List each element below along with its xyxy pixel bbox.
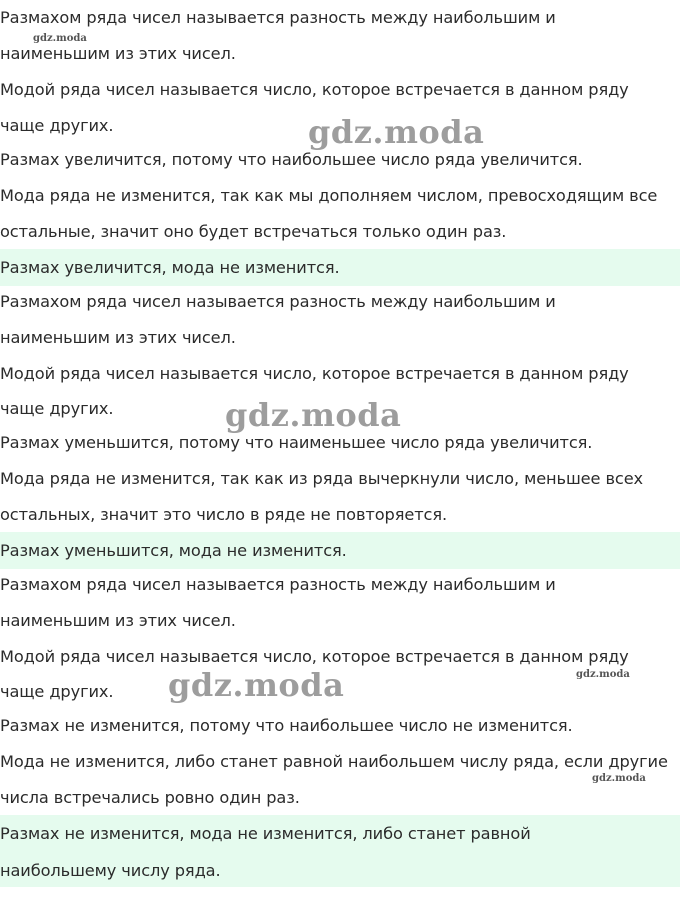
watermark-large: gdz.moda [168, 666, 345, 704]
watermark-small: gdz.moda [576, 669, 630, 680]
answer-block-1 [0, 249, 680, 286]
range-definition-line-2: наименьшим из этих чисел. [0, 611, 236, 630]
mode-definition-line-2: чаще других. [0, 682, 114, 701]
answer-block-3 [0, 815, 680, 887]
explanation-line-1: Размах увеличится, потому что наибольшее число ряда увеличится. [0, 150, 583, 169]
watermark-large: gdz.moda [225, 396, 402, 434]
range-definition-line-1: Размахом ряда чисел называется разность между наибольшим и [0, 8, 556, 27]
mode-definition-line-1: Модой ряда чисел называется число, которое встречается в данном ряду [0, 647, 629, 666]
answer-line-2: наибольшему числу ряда. [0, 861, 221, 880]
watermark-large: gdz.moda [308, 113, 485, 151]
explanation-line-2: Мода ряда не изменится, так как из ряда вычеркнули число, меньшее всех [0, 469, 644, 488]
mode-definition-line-2: чаще других. [0, 116, 114, 135]
explanation-line-1: Размах не изменится, потому что наибольшее число не изменится. [0, 716, 573, 735]
explanation-line-2: Мода не изменится, либо станет равной наибольшем числу ряда, если другие [0, 752, 668, 771]
mode-definition-line-1: Модой ряда чисел называется число, которое встречается в данном ряду [0, 364, 629, 383]
range-definition-line-2: наименьшим из этих чисел. [0, 44, 236, 63]
mode-definition-line-1: Модой ряда чисел называется число, которое встречается в данном ряду [0, 80, 629, 99]
mode-definition-line-2: чаще других. [0, 399, 114, 418]
explanation-line-2: Мода ряда не изменится, так как мы дополняем числом, превосходящим все [0, 186, 658, 205]
explanation-line-3: остальных, значит это число в ряде не повторяется. [0, 505, 448, 524]
explanation-line-3: остальные, значит оно будет встречаться только один раз. [0, 222, 507, 241]
answer-block-2 [0, 532, 680, 569]
answer-line-1: Размах уменьшится, мода не изменится. [0, 541, 347, 560]
range-definition-line-1: Размахом ряда чисел называется разность между наибольшим и [0, 575, 556, 594]
range-definition-line-1: Размахом ряда чисел называется разность между наибольшим и [0, 292, 556, 311]
watermark-small: gdz.moda [592, 773, 646, 784]
range-definition-line-2: наименьшим из этих чисел. [0, 328, 236, 347]
answer-line-1: Размах увеличится, мода не изменится. [0, 258, 340, 277]
explanation-line-3: числа встречались ровно один раз. [0, 788, 300, 807]
watermark-small: gdz.moda [33, 33, 87, 44]
explanation-line-1: Размах уменьшится, потому что наименьшее число ряда увеличится. [0, 433, 593, 452]
answer-line-1: Размах не изменится, мода не изменится, либо станет равной [0, 824, 531, 843]
